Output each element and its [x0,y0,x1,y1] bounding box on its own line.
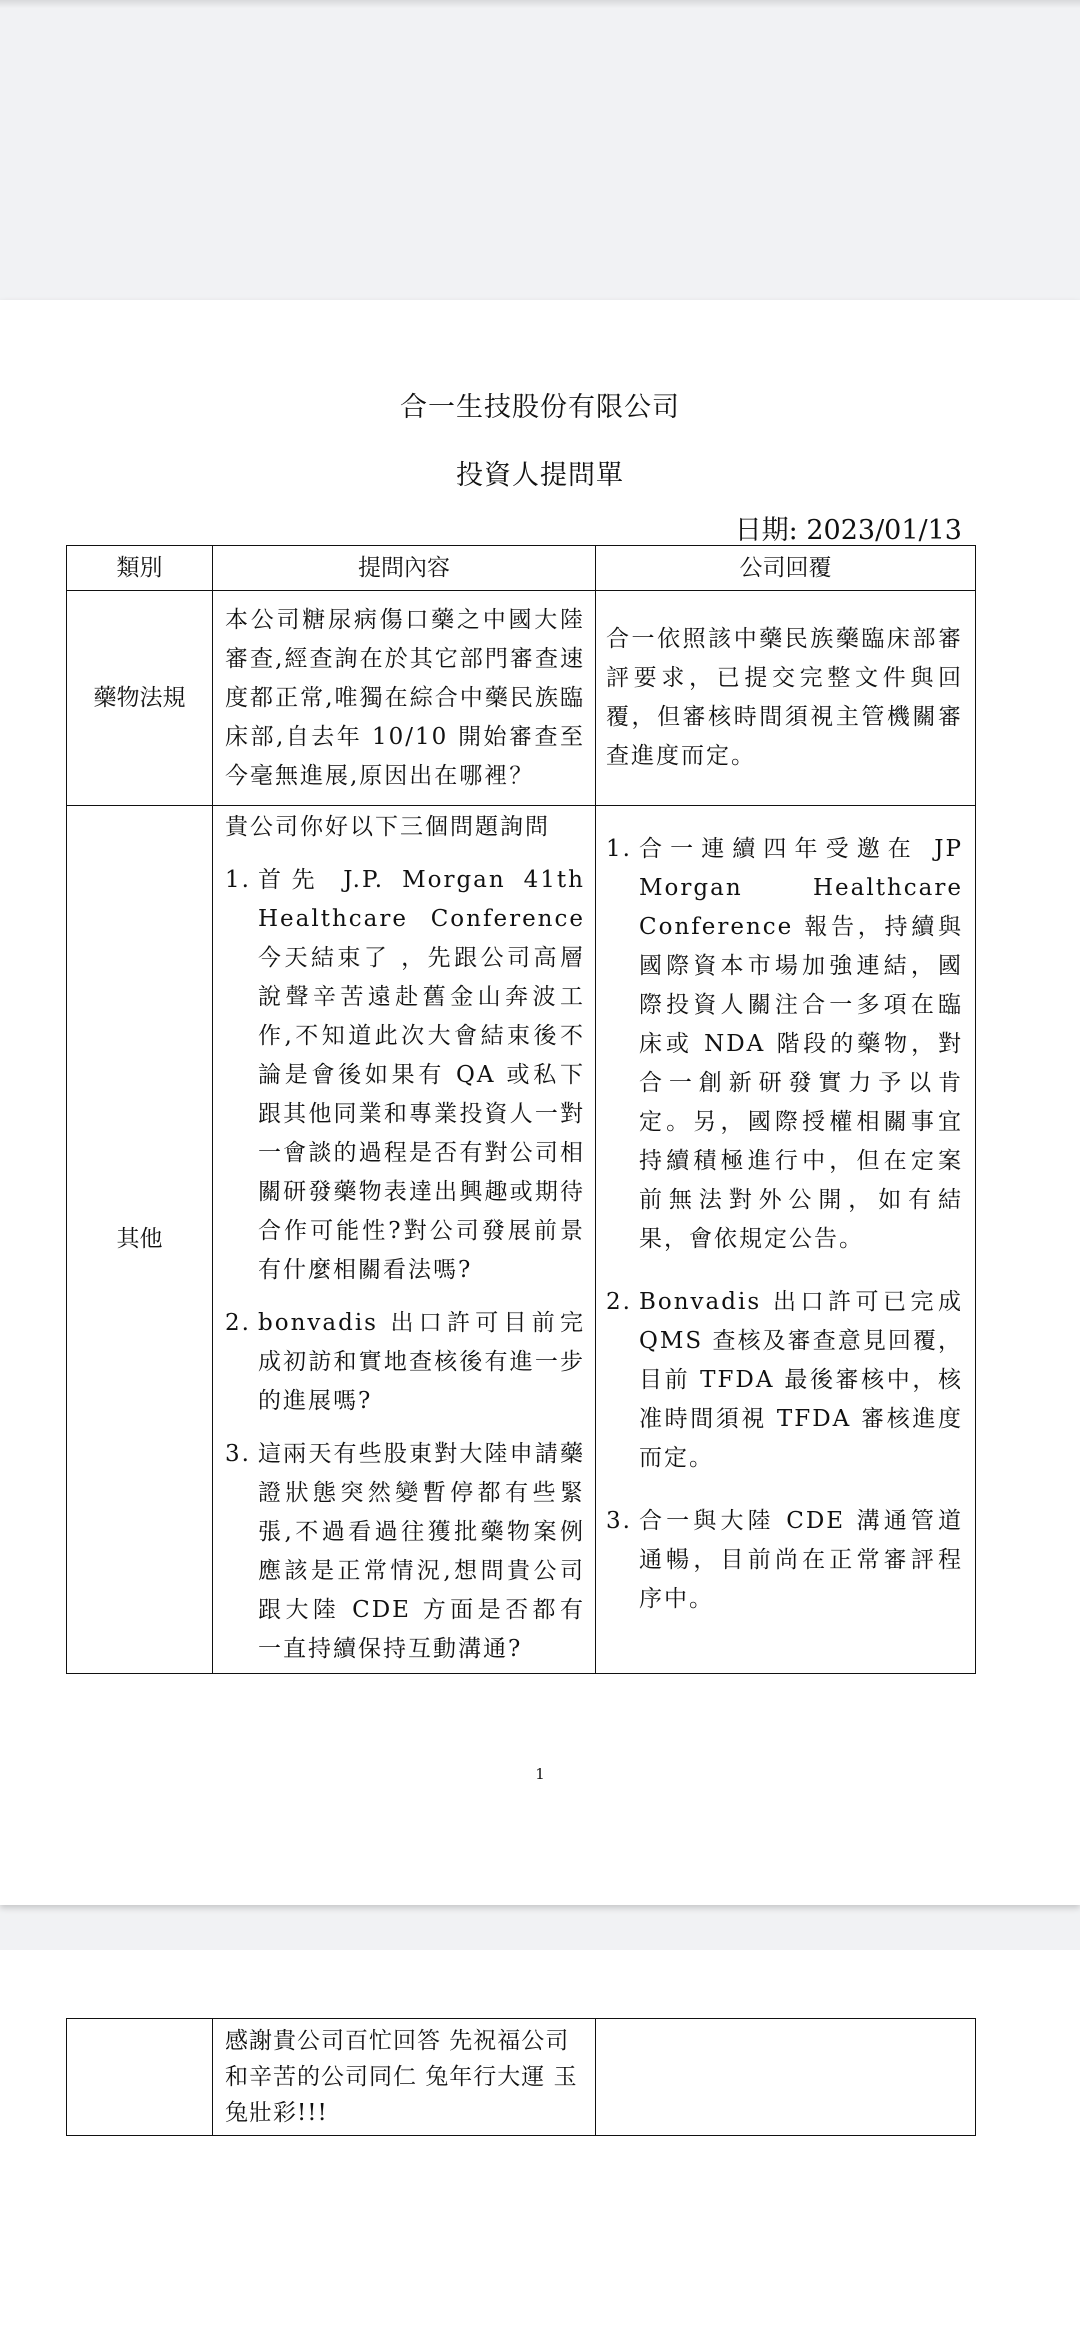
list-item [606,1502,963,1619]
item-text: 這兩天有些股東對大陸申請藥證狀態突然變暫停都有些緊張,不過看過往獲批藥物案例應該是正常情況,想問貴公司跟大陸 CDE 方面是否都有一直持續保持互動溝通? [258,1441,585,1662]
item-number: 1. [225,867,251,893]
item-text: bonvadis 出口許可目前完成初訪和實地查核後有進一步的進展嗎? [258,1310,585,1414]
table-row [67,591,976,806]
row-question [213,806,596,1674]
item-text: 合一連續四年受邀在 JP Morgan Healthcare Conference 報告，持續與國際資本市場加強連結，國際投資人關注合一多項在臨床或 NDA 階段的藥物，對合一創新研發實力予以肯定。另，國際授權相關事宜持續積極進行中，但在定案前無法對外公開，如有結果，會依規定公告。 [639,836,963,1252]
continuation-table [66,2018,976,2136]
row-answer [596,806,976,1674]
date-label: 日期: 2023/01/13 [734,515,962,546]
list-item [225,1304,585,1421]
answer-list [606,830,963,1619]
item-number: 3. [606,1508,632,1534]
item-number: 3. [225,1441,251,1467]
viewer-top-shadow [0,0,1080,8]
row-answer [596,591,976,806]
header-question: 提問內容 [213,546,596,591]
question-list [225,861,585,1669]
table-header-row [67,546,976,591]
row-answer [596,2019,976,2136]
row-category: 藥物法規 [67,591,213,806]
document-page-1 [0,300,1080,1905]
header-answer: 公司回覆 [596,546,976,591]
answer-text: 合一依照該中藥民族藥臨床部審評要求，已提交完整文件與回覆，但審核時間須視主管機關審查進度而定。 [606,626,963,769]
list-item [225,1435,585,1669]
item-number: 2. [225,1310,251,1336]
row-category: 其他 [67,806,213,1674]
table-row [67,806,976,1674]
question-intro: 貴公司你好以下三個問題詢問 [225,814,550,840]
row-question [213,591,596,806]
document-page-2 [0,1950,1080,2340]
item-number: 2. [606,1289,632,1315]
header-category: 類別 [67,546,213,591]
item-number: 1. [606,836,632,862]
row-category [67,2019,213,2136]
list-item [606,830,963,1259]
row-question [213,2019,596,2136]
question-text: 本公司糖尿病傷口藥之中國大陸審查,經查詢在於其它部門審查速度都正常,唯獨在綜合中藥民族臨床部,自去年 10/10 開始審查至今毫無進展,原因出在哪裡？ [225,606,585,789]
item-text: Bonvadis 出口許可已完成 QMS 查核及審查意見回覆，目前 TFDA 最後審核中，核准時間須視 TFDA 審核進度而定。 [639,1289,963,1471]
company-name: 合一生技股份有限公司 [400,392,680,423]
list-item [606,1283,963,1478]
form-title: 投資人提問單 [456,460,624,491]
item-text: 合一與大陸 CDE 溝通管道通暢，目前尚在正常審評程序中。 [639,1508,963,1612]
table-row [67,2019,976,2136]
list-item [225,861,585,1290]
closing-remark: 感謝貴公司百忙回答 先祝福公司和辛苦的公司同仁 兔年行大運 玉兔壯彩!!! [225,2028,578,2126]
page-number: 1 [535,1765,545,1783]
question-table [66,545,976,1674]
item-text: 首先 J.P. Morgan 41th Healthcare Conference 今天結束了 ，先跟公司高層說聲辛苦遠赴舊金山奔波工作,不知道此次大會結束後不論是會後如果有 QA 或私下跟其他同業和專業投資人一對一會談的過程是否有對公司相關研發藥物表達出興趣或期待合作可能性?對公司發展前景有什麼相關看法嗎? [258,867,585,1283]
